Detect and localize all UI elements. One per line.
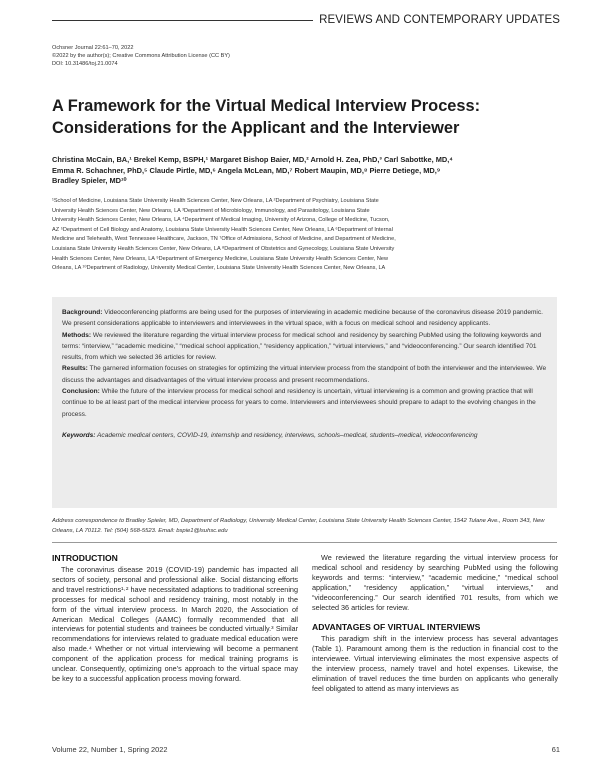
- abstract-keywords: [62, 430, 547, 441]
- methods-paragraph: We reviewed the literature regarding the virtual interview process for medical school and residency by searching PubMed using the following keywords and terms: “interview,” “academic medicine,” “medical school application,” “residency application,” “virtual interviews,” and “videoconferencing.” Our search identified 701 results, from which we selected 36 articles for review.: [312, 553, 558, 612]
- abstract-conclusion: [62, 386, 547, 420]
- body-column-left: [52, 553, 298, 684]
- abstract-results: [62, 363, 547, 386]
- affiliation-line: Medicine and Telehealth, West Tennessee Healthcare, Jackson, TN ⁷Office of Admissions, School of Medicine, and Department of Medicine,: [52, 236, 396, 243]
- methods-label: Methods:: [62, 331, 92, 339]
- issue-footer: Volume 22, Number 1, Spring 2022: [52, 745, 168, 754]
- section-label: REVIEWS AND CONTEMPORARY UPDATES: [313, 13, 560, 27]
- doi-line[interactable]: DOI: 10.31486/toj.21.0074: [52, 61, 118, 67]
- spacer: [312, 612, 558, 622]
- authors-line-2: Emma R. Schachner, PhD,⁵ Claude Pirtle, MD,⁶ Angela McLean, MD,⁷ Robert Maupin, MD,⁸ Pierre Detiege, MD,⁹: [52, 165, 441, 175]
- results-text: The garnered information focuses on strategies for optimizing the virtual interview process from the standpoint of both the interviewer and the interviewee. We discuss the advantages and disadvantages of the virtual interview process and present recommendations.: [62, 365, 547, 384]
- title-line-1: A Framework for the Virtual Medical Interview Process:: [52, 97, 481, 115]
- affiliation-line: University Health Sciences Center, New Orleans, LA ³Department of Microbiology, Immunology, and Parasitology, Louisiana State: [52, 207, 370, 214]
- divider: [52, 542, 557, 543]
- author-list: [52, 155, 557, 187]
- page-number: 61: [551, 745, 560, 754]
- keywords-text: Academic medical centers, COVID-19, internship and residency, interviews, schools–medical, students–medical, videoconferencing: [95, 431, 478, 439]
- advantages-paragraph: This paradigm shift in the interview process has several advantages (Table 1). Paramount among them is the reduction in financial cost to the interviewee. Virtual interviewing eliminates the most expensive aspects of the interview process, namely travel and hotel expenses. Likewise, the elimination of travel reduces the time burden on applicants who generally feel obligated to attend as many interviews as: [312, 634, 558, 693]
- conclusion-label: Conclusion:: [62, 388, 100, 396]
- affiliation-line: Louisiana State University Health Sciences Center, New Orleans, LA ⁸Department of Obstetrics and Gynecology, Louisiana State University: [52, 245, 395, 252]
- background-text: Videoconferencing platforms are being used for the purposes of interviewing in academic medicine because of the coronavirus disease 2019 pandemic. We present considerations applicable to interviewers and interviewees in the virtual space, with a focus on medical school and residency applicants.: [62, 309, 543, 328]
- running-header: [0, 0, 600, 40]
- abstract-methods: [62, 330, 547, 364]
- advantages-heading: ADVANTAGES OF VIRTUAL INTERVIEWS: [312, 622, 481, 633]
- intro-paragraph: The coronavirus disease 2019 (COVID-19) pandemic has impacted all sectors of society, personal and professional alike. Social distancing efforts and travel restrictions¹·² have necessitated adaptions to traditional screening processes for medical school and residency training, most notably in the form of the virtual interview process. In March 2020, the Association of American Medical Colleges (AAMC) formally recommended that all interviews for potential students and trainees be conducted virtually.³ Similar recommendations for interviews related to graduate medical education were also made.⁴ Whether or not virtual interviewing will become a permanent component of the application process for medical training programs is unclear. Consequently, optimizing one’s approach to the virtual space may be key to a successful application process moving forward.: [52, 565, 298, 683]
- keywords-label: Keywords:: [62, 431, 96, 439]
- affiliations: [52, 197, 557, 274]
- journal-citation: Ochsner Journal 22:61–70, 2022: [52, 45, 134, 51]
- affiliation-line: University Health Sciences Center, New Orleans, LA ⁴Department of Medical Imaging, University of Arizona, College of Medicine, Tucson,: [52, 217, 390, 224]
- background-label: Background:: [62, 309, 103, 316]
- authors-line-3: Bradley Spieler, MD¹⁰: [52, 176, 127, 185]
- article-title: [52, 95, 562, 139]
- title-line-2: Considerations for the Applicant and the Interviewer: [52, 119, 460, 137]
- affiliation-line: AZ ⁵Department of Cell Biology and Anatomy, Louisiana State University Health Sciences Center, New Orleans, LA ⁶Department of Internal: [52, 226, 393, 233]
- methods-text: We reviewed the literature regarding the virtual interview process for medical school and residency by searching PubMed using the following keywords and terms: “interview,” “academic medicine,” “medical school application,” “residency application,” “virtual interviews,” and “videoconferencing.” Our search identified 701 results, from which we selected 36 articles for review.: [62, 331, 542, 362]
- conclusion-text: While the future of the interview process for medical school and residency is uncertain, virtual interviewing is a common and growing practice that will continue to be at least part of the medical interview process for years to come. Interviewers and interviewees should prepare to adapt to the evolving changes in the process.: [62, 388, 536, 418]
- results-label: Results:: [62, 365, 88, 373]
- affiliation-line: Health Sciences Center, New Orleans, LA ⁹Department of Emergency Medicine, Louisiana State University Health Sciences Center, New: [52, 255, 388, 262]
- body-column-right: [312, 553, 558, 694]
- license-line: ©2022 by the author(s); Creative Commons Attribution License (CC BY): [52, 53, 230, 59]
- affiliation-line: ¹School of Medicine, Louisiana State University Health Sciences Center, New Orleans, LA ²Department of Psychiatry, Louisiana State: [52, 198, 379, 204]
- authors-line-1: Christina McCain, BA,¹ Brekel Kemp, BSPH,¹ Margaret Bishop Baier, MD,² Arnold H. Zea, PhD,³ Carl Sabottke, MD,⁴: [52, 155, 453, 164]
- affiliation-line: Orleans, LA ¹⁰Department of Radiology, University Medical Center, Louisiana State University Health Sciences Center, New Orleans, LA: [52, 265, 386, 272]
- intro-heading: INTRODUCTION: [52, 553, 118, 563]
- abstract-box: [52, 297, 557, 508]
- journal-meta: [52, 44, 230, 68]
- correspondence-note: Address correspondence to Bradley Spieler, MD, Department of Radiology, University Medical Center, Louisiana State University Health Sciences Center, 1542 Tulane Ave., Room 343, New Orleans, LA 70112. Tel: (504) 568-5523. Email: bspie1@lsuhsc.edu: [52, 518, 545, 534]
- abstract-background: [62, 307, 547, 330]
